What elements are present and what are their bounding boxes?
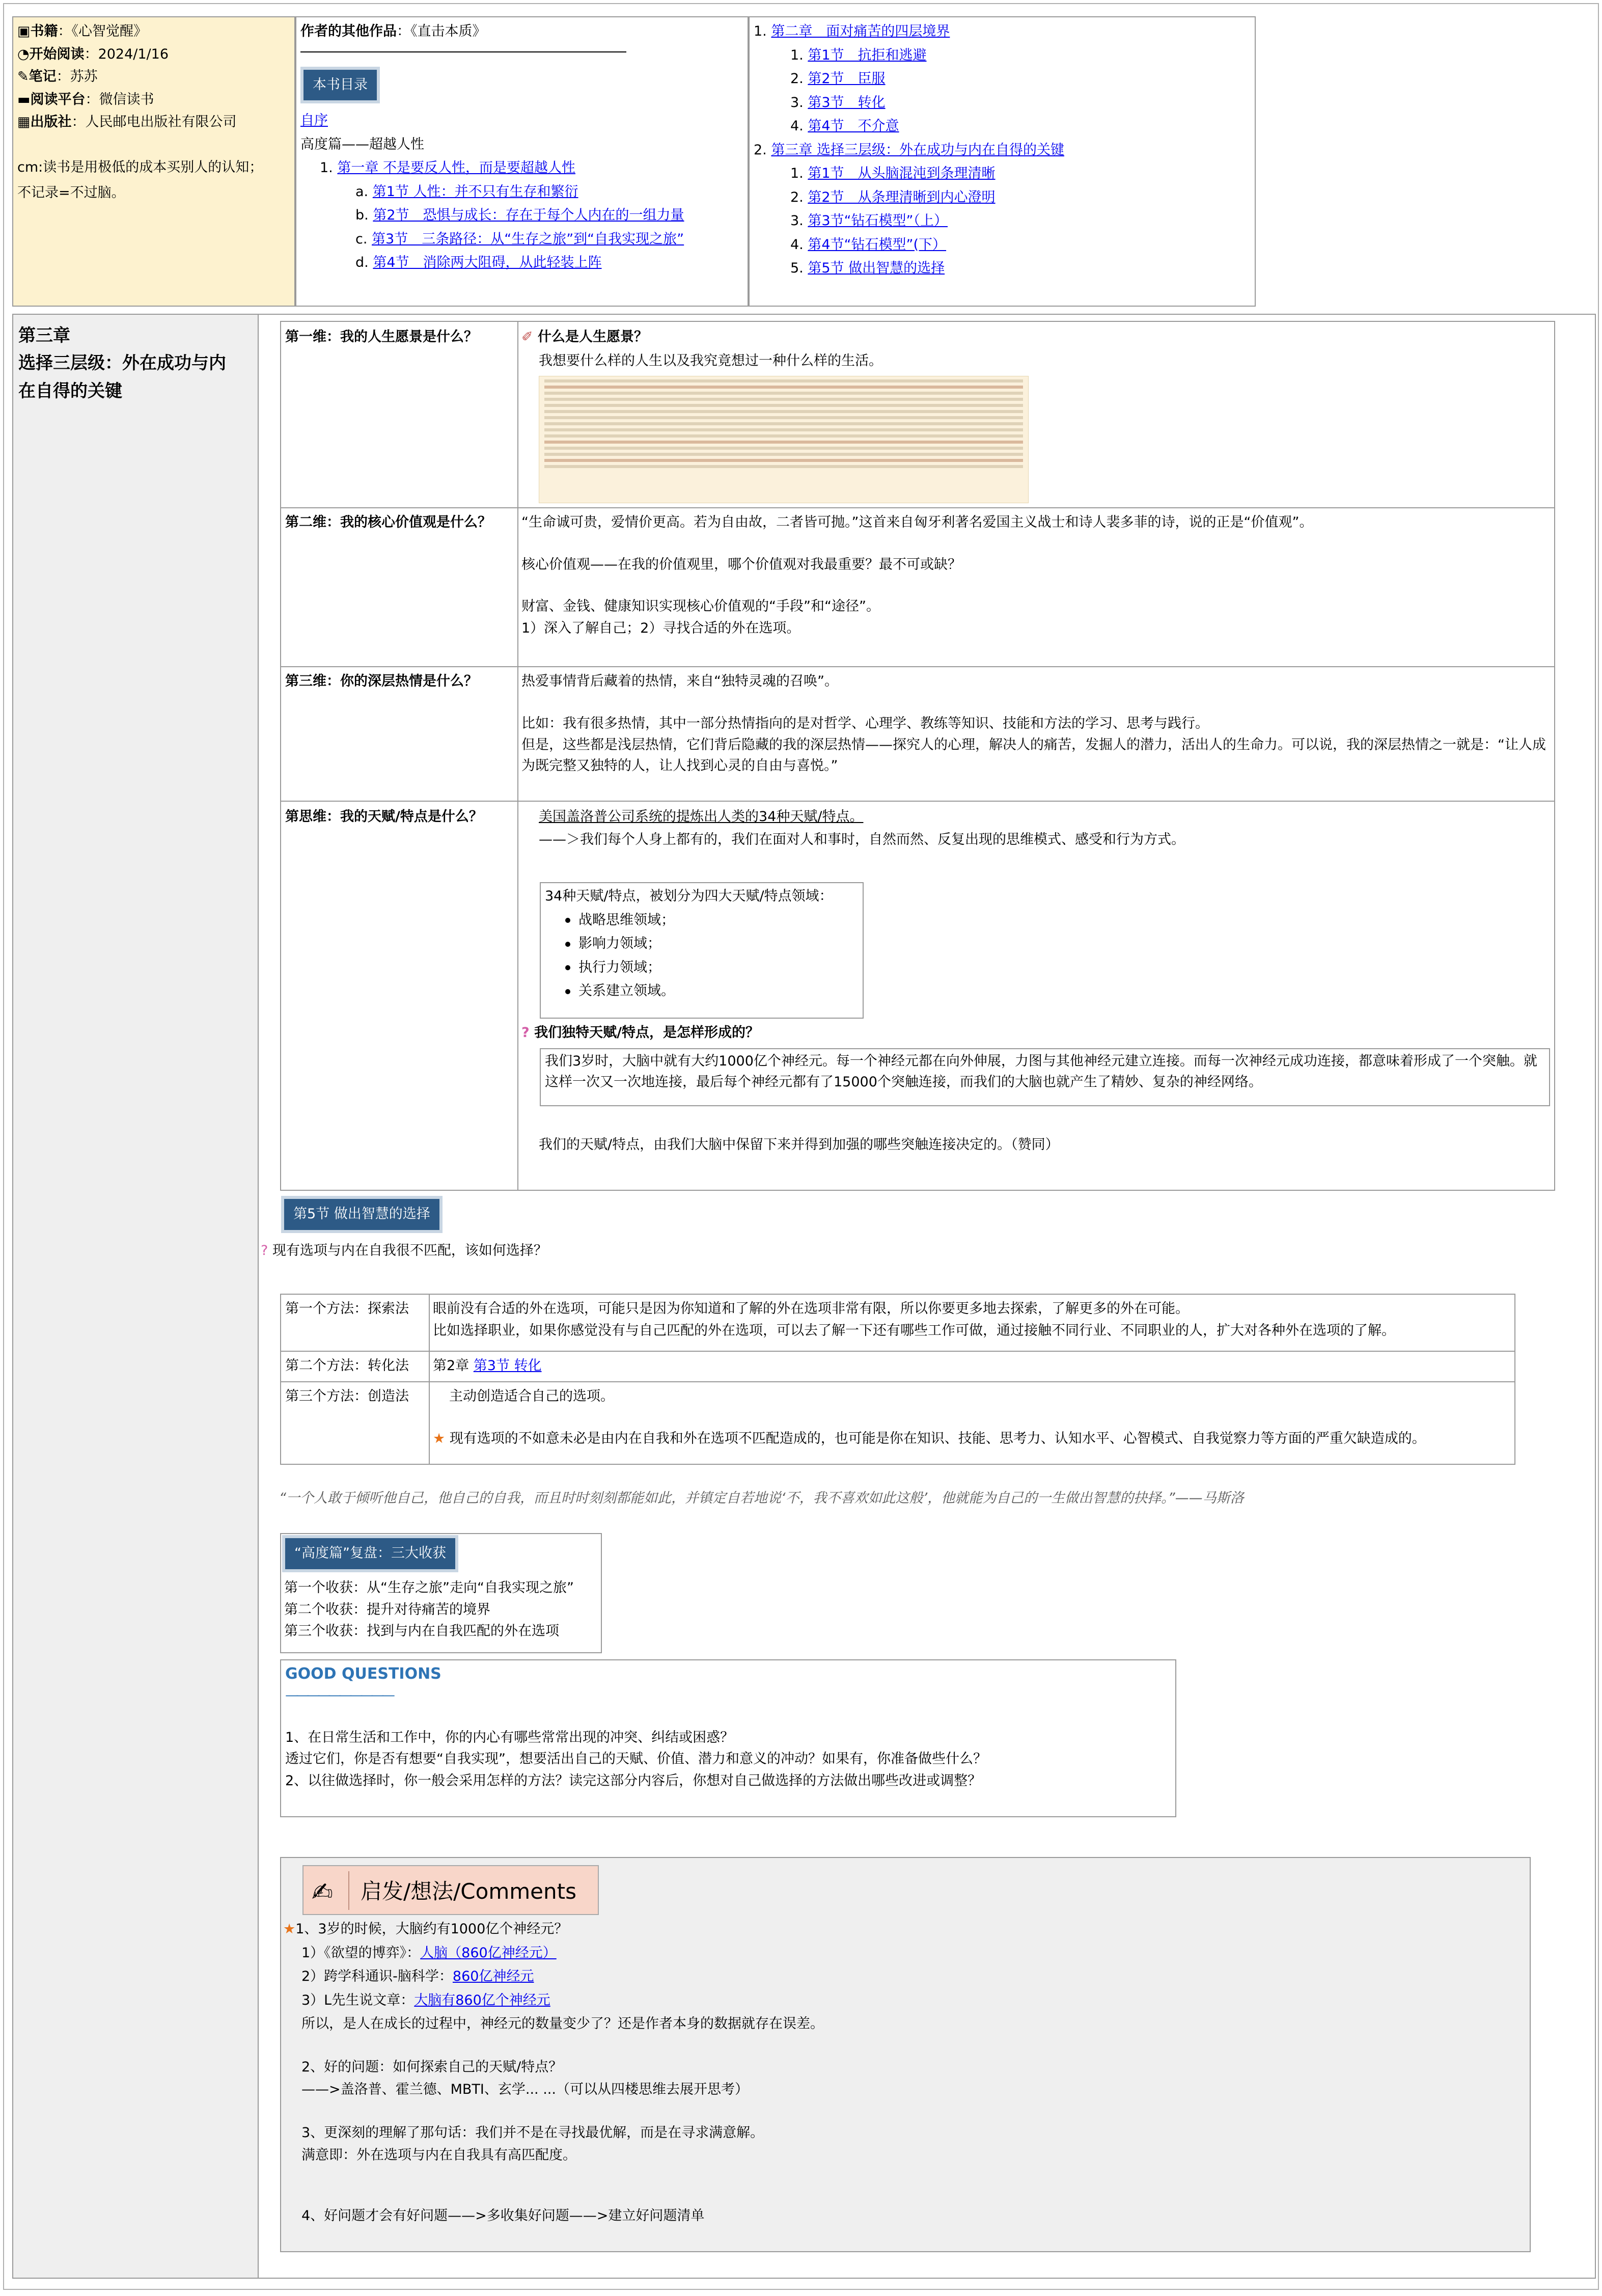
row-divider: [280, 1381, 1515, 1382]
dim1-label: 第一维：我的人生愿景是什么？: [285, 329, 478, 345]
review-item: 第三个收获：找到与内在自我匹配的外在选项: [284, 1623, 559, 1639]
chapter1-sections: [300, 182, 743, 274]
toc-section: 1. 第1节 从头脑混沌到条理清晰: [790, 166, 996, 181]
table-divider: [517, 321, 518, 1191]
screen-icon: ▬: [17, 91, 31, 107]
section5-button[interactable]: 第5节 做出智慧的选择: [281, 1196, 443, 1233]
book-icon: ▣: [17, 23, 31, 39]
review-item: 第一个收获：从“生存之旅”走向“自我实现之旅”: [284, 1580, 574, 1596]
part-title: 高度篇——超越人性: [300, 136, 424, 152]
toc-section-link[interactable]: 第4节 不介意: [808, 118, 899, 134]
dim1-content: [521, 327, 1550, 371]
comments-header: [302, 1865, 599, 1915]
toc-section: 1. 第1节 抗拒和逃避: [790, 47, 927, 63]
talent-item: 影响力领域；: [545, 934, 833, 954]
comments-body: ★1、3岁的时候，大脑约有1000亿个神经元？ 1）《欲望的博弈》：人脑（860亿神经元） 2）跨学科通识-脑科学：860亿神经元 3）L先生说文章：大脑有860亿个神经元 所以，是人在成长的过程中，神经元的数量变少了？还是作者本身的数据就存在误差。 2、好的问题：如何探索自己的天赋/特点？ ——>盖洛普、霍兰德、MBTI、玄学... ...（可以从四楼思维去展开思考） 3、更深刻的理解了那句话：我们并不是在寻找最优解，而是在寻求满意解。 满意即：外在选项与内在自我具有高匹配度。 4、好问题才会有好问题——>多收集好问题——>建立好问题清单: [283, 1919, 1526, 2226]
dim4-content: 美国盖洛普公司系统的提炼出人类的34种天赋/特点。 ——＞我们每个人身上都有的，我们在面对人和事时，自然而然、反复出现的思维模式、感受和行为方式。: [539, 809, 1185, 848]
star-icon: ★: [433, 1430, 446, 1446]
review-button[interactable]: “高度篇”复盘：三大收获: [282, 1535, 458, 1572]
clock-icon: ◔: [17, 46, 30, 62]
choose-question: ? 现有选项与内在自我很不匹配，该如何选择？: [261, 1243, 547, 1259]
toc-section-link[interactable]: 第2节 臣服: [808, 71, 886, 87]
review-box: [280, 1533, 602, 1653]
toc-section: 3. 第3节 转化: [790, 94, 886, 111]
toc-section-link[interactable]: 第3节 转化: [808, 94, 886, 111]
talents-box: 34种天赋/特点，被划分为四大天赋/特点领域： 战略思维领域； 影响力领域； 执行力领域； 关系建立领域。: [540, 882, 864, 1019]
method1-content: 眼前没有合适的外在选项，可能只是因为你知道和了解的外在选项非常有限，所以你要更多地去探索，了解更多的外在可能。 比如选择职业，如果你感觉没有与自己匹配的外在选项，可以去了解一下还有哪些工作可做，通过接触不同行业、不同职业的人，扩大对各种外在选项的了解。: [433, 1301, 1395, 1338]
method2-content: 第2章 第3节 转化: [433, 1358, 542, 1374]
start-row: ◔开始阅读：2024/1/16: [17, 46, 169, 62]
notes-row: ✎笔记：苏苏: [17, 69, 98, 85]
gq-title: GOOD QUESTIONS: [285, 1665, 441, 1683]
dim2-content: “生命诚可贵，爱情价更高。若为自由故，二者皆可抛。”这首来自匈牙利著名爱国主义战士和诗人裴多菲的诗，说的正是“价值观”。 核心价值观——在我的价值观里，哪个价值观对我最重要？最不可或缺？ 财富、金钱、健康知识实现核心价值观的“手段”和“途径”。 1）深入了解自己；2）寻找合适的外在选项。: [521, 514, 1313, 636]
toc-section: 4. 第4节 不介意: [790, 118, 899, 134]
toc-chapter-link[interactable]: 第三章 选择三层级：外在成功与内在自得的关键: [771, 142, 1064, 158]
section-link[interactable]: 第2节 恐惧与成长：存在于每个人内在的一组力量: [373, 207, 684, 223]
section-item: d. 第4节 消除两大阻碍，从此轻装上阵: [355, 255, 602, 270]
toc-section-link[interactable]: 第4节“钻石模型”(下）: [808, 236, 947, 253]
toc-section-link[interactable]: 第3节“钻石模型”（上）: [808, 213, 948, 229]
source-link[interactable]: 大脑有860亿个神经元: [414, 1992, 550, 2008]
toc-button[interactable]: 本书目录: [300, 67, 380, 104]
dim3-label: 第三维：你的深层热情是什么？: [285, 673, 478, 689]
chapter1-item: 1. 第一章 不是要反人性，而是要超越人性: [320, 160, 575, 176]
talent-conclusion: 我们的天赋/特点，由我们大脑中保留下来并得到加强的哪些突触连接决定的。（赞同）: [539, 1137, 1059, 1153]
book-row: ▣书籍：《心智觉醒》: [17, 23, 148, 39]
source-link[interactable]: 860亿神经元: [452, 1969, 534, 1984]
neuron-box: 我们3岁时，大脑中就有大约1000亿个神经元。每一个神经元都在向外伸展，力图与其他神经元建立连接。而每一次神经元成功连接，都意味着形成了一个突触。就这样一次又一次地连接，最后每个神经元都有了15000个突触连接，而我们的大脑也就产生了精妙、复杂的神经网络。: [540, 1048, 1550, 1106]
section-link[interactable]: 第1节 人性：并不只有生存和繁衍: [372, 183, 578, 200]
row-divider: [280, 801, 1555, 802]
publisher-row: ▦出版社：人民邮电出版社有限公司: [17, 114, 237, 130]
preface-link[interactable]: 自序: [300, 113, 328, 128]
talent-item: 战略思维领域；: [545, 910, 833, 931]
maslow-quote: “一个人敢于倾听他自己，他自己的自我，而且时时刻刻都能如此，并镇定自若地说‘不，我不喜欢如此这般’，他就能为自己的一生做出智慧的抉择。”——马斯洛: [279, 1490, 1244, 1506]
section-item: a. 第1节 人性：并不只有生存和繁衍: [355, 183, 578, 200]
other-works-panel: [295, 16, 749, 307]
toc-section: 2. 第2节 臣服: [790, 71, 886, 87]
chapter-cell: [12, 314, 259, 2279]
talent-item: 执行力领域；: [545, 958, 833, 978]
toc-chapter: 1. 第二章 面对痛苦的四层境界: [754, 23, 950, 39]
good-questions-box: GOOD QUESTIONS —————————— 1、在日常生活和工作中，你的内心有哪些常常出现的冲突、纠结或困惑？ 透过它们，你是否有想要“自我实现”，想要活出自己的天赋、价值、潜力和意义的冲动？如果有，你准备做些什么？ 2、以往做选择时，你一般会采用怎样的方法？读完这部分内容后，你想对自己做选择的方法做出哪些改进或调整？: [280, 1659, 1176, 1817]
section-item: c. 第3节 三条路径：从“生存之旅”到“自我实现之旅”: [355, 231, 684, 247]
method2-label: 第二个方法：转化法: [285, 1358, 409, 1374]
toc-chapter: 2. 第三章 选择三层级：外在成功与内在自得的关键: [754, 142, 1064, 158]
writing-icon: ✍: [312, 1877, 333, 1907]
other-works-row: 作者的其他作品：《直击本质》: [300, 23, 486, 39]
method3-label: 第三个方法：创造法: [285, 1388, 409, 1404]
comment-source: 2）跨学科通识-脑科学：860亿神经元: [301, 1969, 534, 1984]
chapter-title-cont: 在自得的关键: [18, 380, 122, 401]
book-excerpt-image: [539, 376, 1029, 503]
toc-section: 5. 第5节 做出智慧的选择: [790, 260, 945, 276]
platform-row: ▬阅读平台：微信读书: [17, 91, 154, 107]
toc-section-link[interactable]: 第1节 从头脑混沌到条理清晰: [808, 166, 996, 181]
comment-source: 3）L先生说文章：大脑有860亿个神经元: [301, 1992, 550, 2008]
divider: [300, 51, 626, 52]
gq-dashes: ——————————: [285, 1687, 392, 1703]
dim2-label: 第二维：我的核心价值观是什么？: [285, 514, 491, 530]
comment-source: 1）《欲望的博弈》：人脑（860亿神经元）: [301, 1945, 557, 1961]
divider-line: [348, 1871, 349, 1910]
pencil-icon: ✐: [521, 329, 533, 345]
toc-section: 3. 第3节“钻石模型”（上）: [790, 213, 948, 229]
section-item: b. 第2节 恐惧与成长：存在于每个人内在的一组力量: [355, 207, 684, 223]
row-divider: [280, 507, 1555, 508]
pen-icon: ✎: [17, 69, 29, 85]
dim1-heading: 什么是人生愿景？: [538, 329, 648, 345]
chapter1-link[interactable]: 第一章 不是要反人性，而是要超越人性: [337, 160, 575, 176]
source-link[interactable]: 人脑（860亿神经元）: [420, 1945, 557, 1961]
table-divider: [429, 1294, 430, 1465]
star-icon: ★: [283, 1921, 296, 1937]
method2-link[interactable]: 第3节 转化: [473, 1358, 542, 1374]
dim4-label: 第思维：我的天赋/特点是什么？: [285, 809, 483, 825]
row-divider: [280, 666, 1555, 667]
toc-section-link[interactable]: 第5节 做出智慧的选择: [808, 260, 945, 276]
book-info-panel: [12, 16, 295, 307]
section-link[interactable]: 第4节 消除两大阻碍，从此轻装上阵: [373, 255, 602, 270]
row-divider: [280, 1351, 1515, 1352]
toc-section-link[interactable]: 第1节 抗拒和逃避: [808, 47, 927, 63]
toc-section-link[interactable]: 第2节 从条理清晰到内心澄明: [808, 189, 996, 205]
toc-right-panel: [749, 16, 1256, 307]
reading-quote: cm:读书是用极低的成本买别人的认知； 不记录=不过脑。: [17, 159, 263, 201]
method1-label: 第一个方法：探索法: [285, 1301, 409, 1317]
dim1-text: 我想要什么样的人生以及我究竟想过一种什么样的生活。: [539, 352, 882, 369]
talent-item: 关系建立领域。: [545, 981, 833, 1002]
toc-chapter-link[interactable]: 第二章 面对痛苦的四层境界: [771, 23, 950, 39]
chapter-number: 第三章: [18, 325, 70, 346]
method3-content: 主动创造适合自己的选项。 ★ 现有选项的不如意未必是由内在自我和外在选项不匹配造成的，也可能是你在知识、技能、思考力、认知水平、心智模式、自我觉察力等方面的严重欠缺造成的。: [433, 1388, 1426, 1446]
dim3-content: 热爱事情背后藏着的热情，来自“独特灵魂的召唤”。 比如：我有很多热情，其中一部分热情指向的是对哲学、心理学、教练等知识、技能和方法的学习、思考与践行。 但是，这些都是浅层热情，它们背后隐藏的我的深层热情——探究人的心理，解决人的痛苦，发掘人的潜力，活出人的生命力。可以说，我的深层热情之一就是：“让人成为既完整又独特的人，让人找到心灵的自由与喜悦。”: [521, 673, 1546, 774]
question-icon: ?: [521, 1025, 530, 1041]
comments-title: 启发/想法/Comments: [361, 1879, 576, 1904]
review-item: 第二个收获：提升对待痛苦的境界: [284, 1601, 490, 1618]
talent-question: ? 我们独特天赋/特点，是怎样形成的？: [521, 1025, 759, 1041]
section-link[interactable]: 第3节 三条路径：从“生存之旅”到“自我实现之旅”: [372, 231, 684, 247]
toc-section: 2. 第2节 从条理清晰到内心澄明: [790, 189, 996, 205]
package-icon: ▦: [17, 114, 31, 130]
question-icon: ?: [261, 1243, 268, 1259]
chapter-title: 选择三层级：外在成功与内: [18, 353, 226, 374]
toc-section: 4. 第4节“钻石模型”(下）: [790, 236, 947, 253]
